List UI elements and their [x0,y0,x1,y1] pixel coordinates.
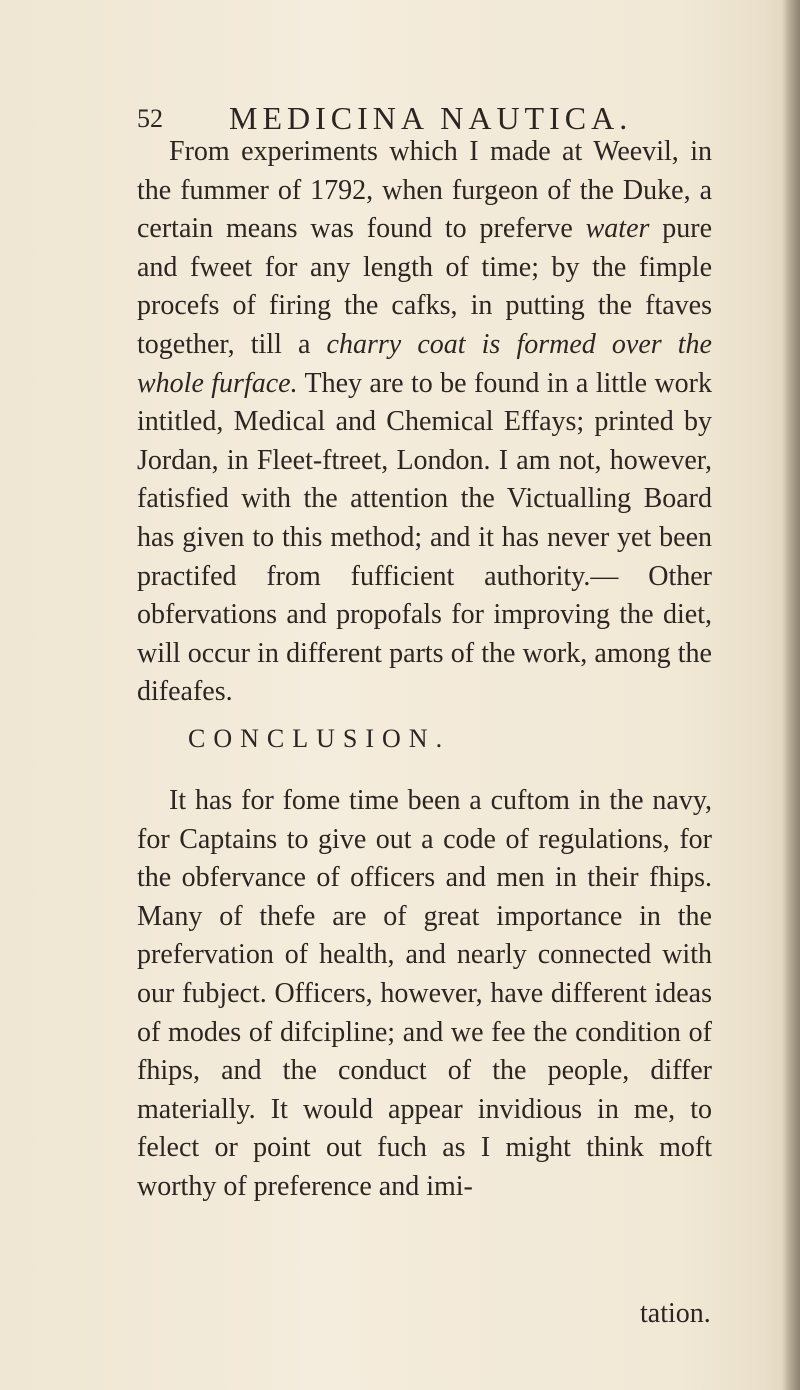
page-edge-shadow [782,0,800,1390]
paragraph-experiments [137,133,712,712]
paragraph-conclusion: It has for fome time been a cuftom in the navy, for Captains to give out a code of regulations, for the obfervance of officers and men in their fhips. Many of thefe are of great importance in the prefervation of health, and nearly connected with our fubject. Officers, however, have different ideas of modes of difcipline; and we fee the condition of fhips, and the conduct of the people, differ materially. It would appear invidious in me, to felect or point out fuch as I might think moft worthy of preference and imi- [137,785,712,1202]
catchword: tation. [640,1298,711,1329]
section-heading-conclusion: CONCLUSION. [188,724,451,753]
running-title: MEDICINA NAUTICA. [229,100,633,136]
paragraph1-text-c: They are to be found in a little work intitled, Medical and Chemical Effays; printed by Jordan, in Fleet-ftreet, London. I am not, however, fatisfied with the attention the Victualling Board has given to this method; and it has never yet been practifed from fufficient authority.— Other obfervations and propofals for improving the diet, will occur in different parts of the work, among the difeafes. [137,367,712,708]
page-number: 52 [137,104,163,133]
paragraph1-italic-charry-coat: charry coat is formed over the whole furface. [137,328,712,399]
paragraph1-text-b: pure and fweet for any length of time; by the fimple procefs of firing the cafks, in putting the ftaves together, till a [137,213,712,360]
paragraph1-text-a: From experiments which I made at Weevil, in the fummer of 1792, when furgeon of the Duke, a certain means was found to preferve [137,136,712,245]
paragraph1-italic-water: water [585,213,650,245]
